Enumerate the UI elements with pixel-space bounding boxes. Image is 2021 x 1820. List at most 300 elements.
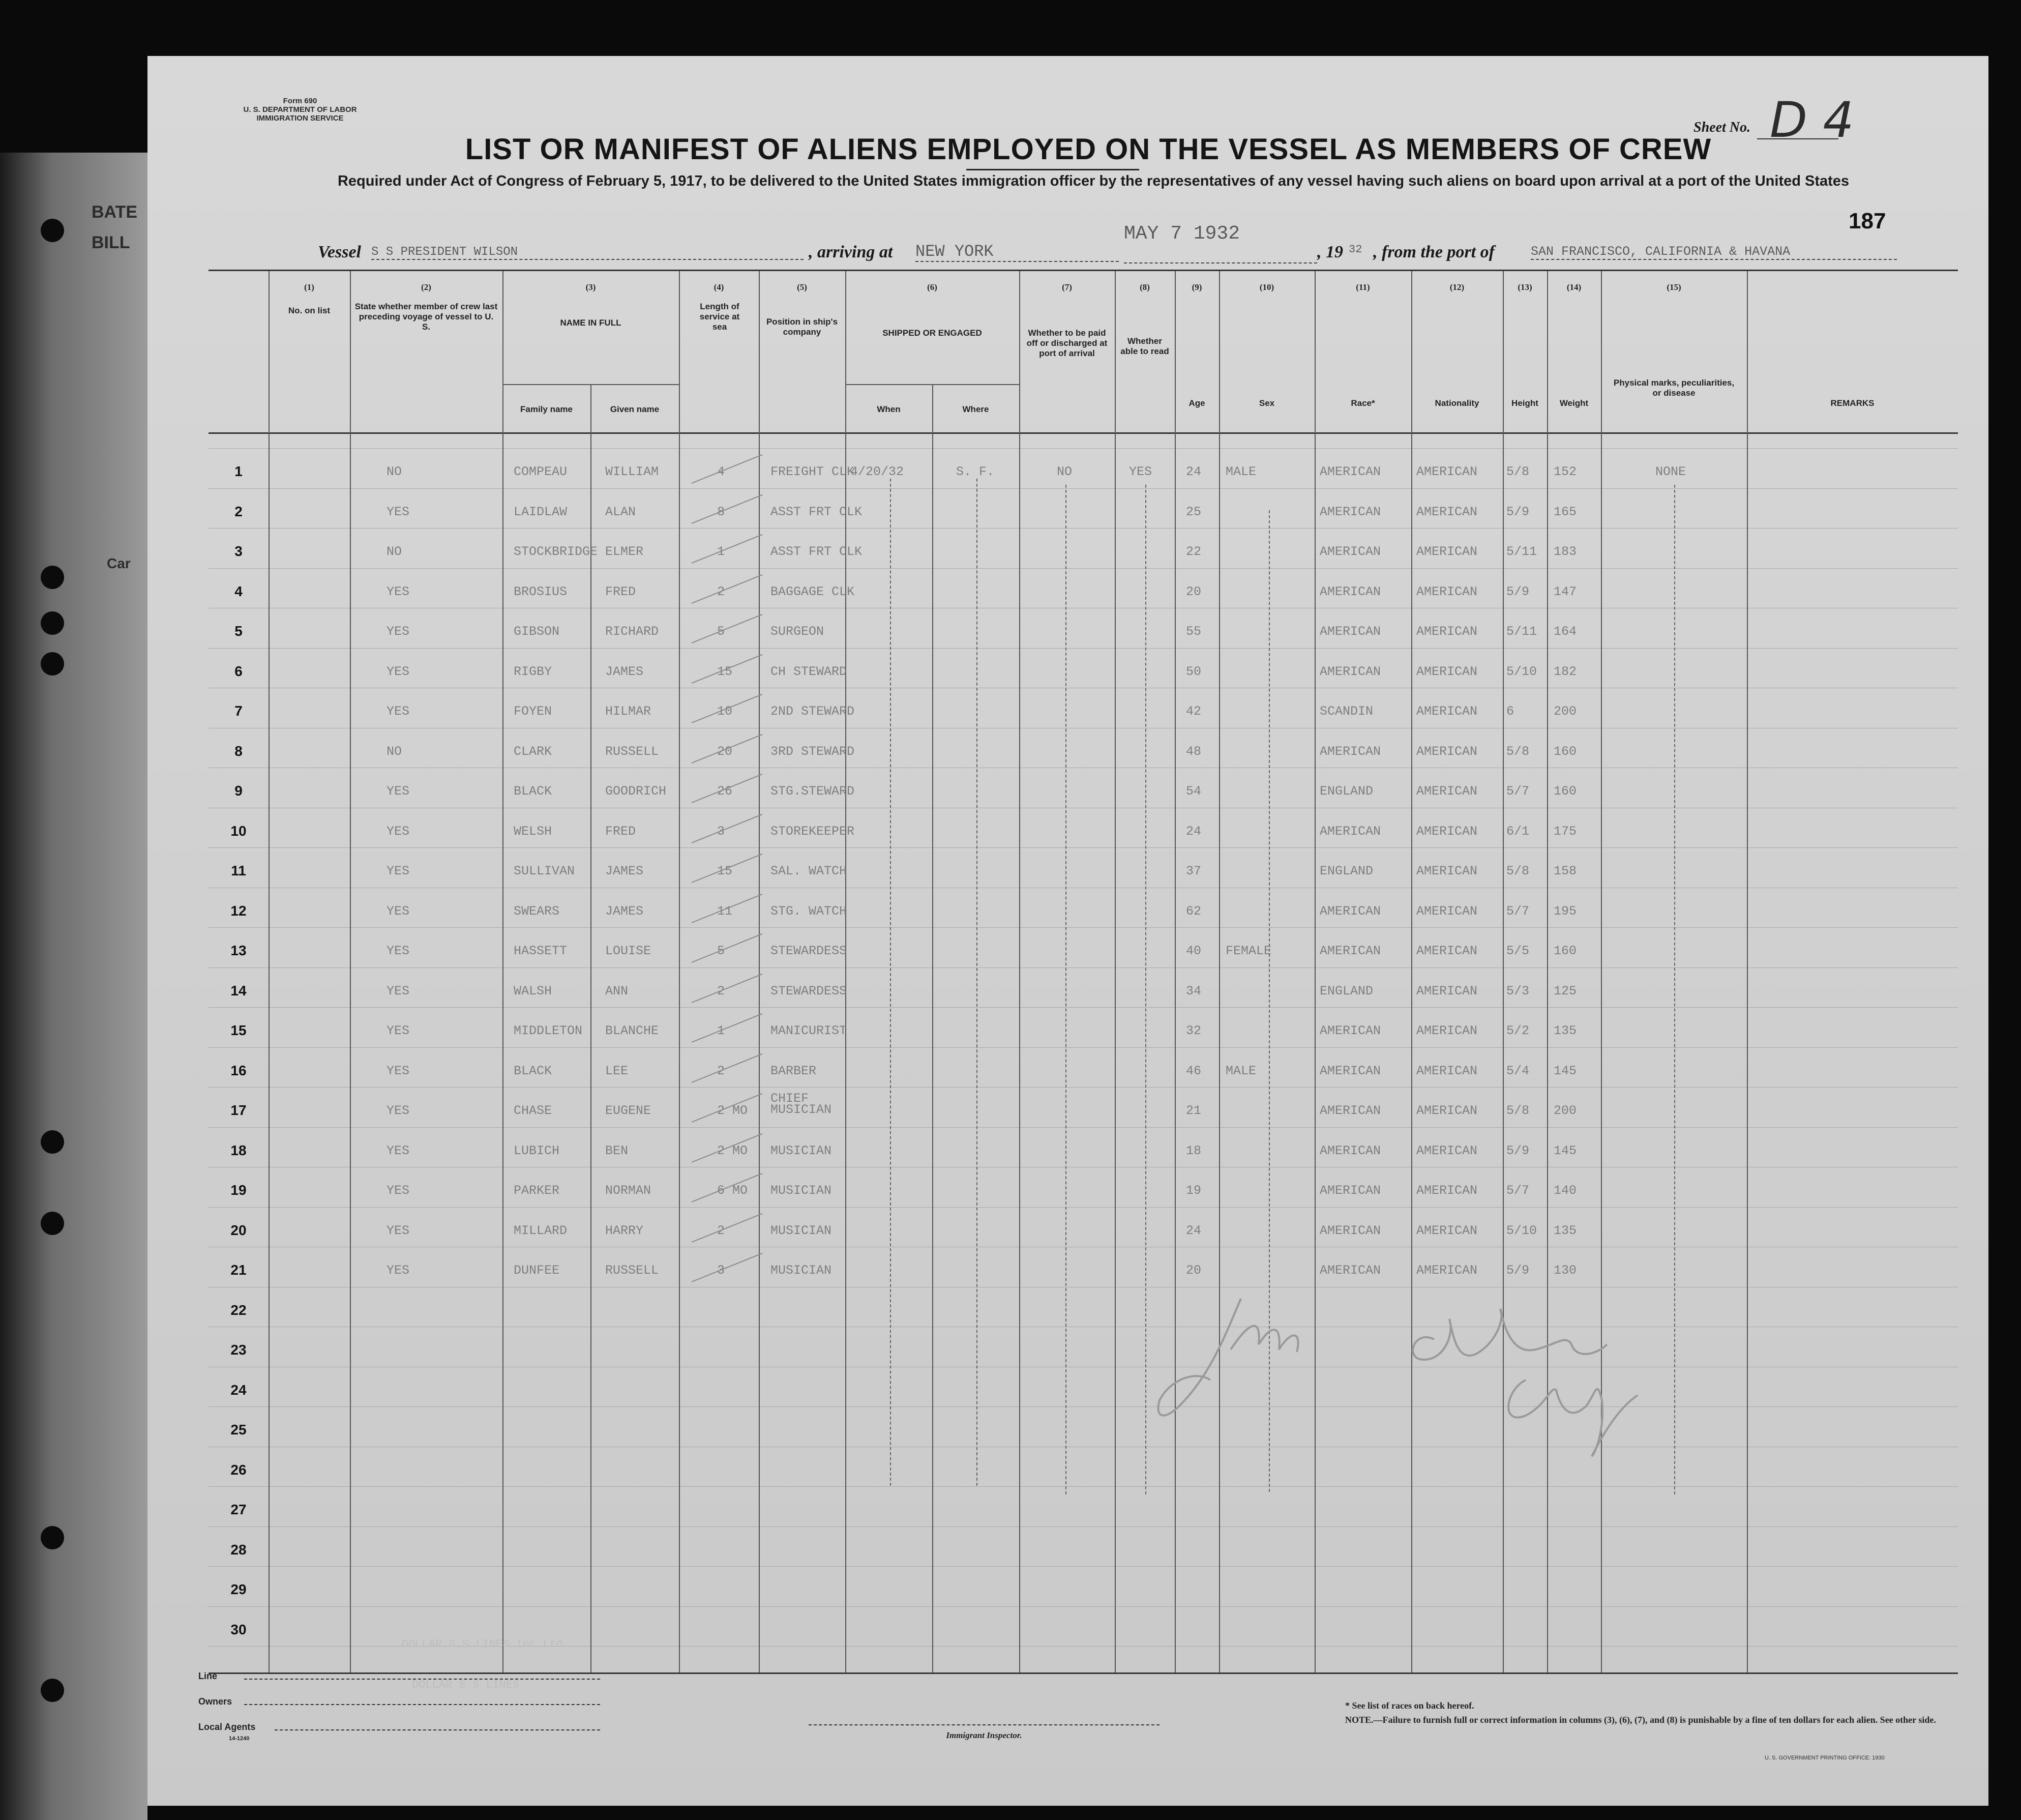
header-when: When: [877, 404, 901, 414]
position-cell: 2ND STEWARD: [770, 704, 855, 719]
column-divider: [1547, 271, 1548, 1672]
captain-signature: [1149, 1288, 1709, 1461]
service-length-cell: 10: [717, 704, 733, 719]
line-field: [244, 1679, 600, 1680]
height-cell: 5/4: [1506, 1063, 1530, 1078]
check-mark: [692, 774, 763, 803]
race-cell: ENGLAND: [1320, 784, 1374, 799]
height-cell: 5/8: [1506, 864, 1530, 878]
position-cell: STG.STEWARD: [770, 784, 855, 799]
weight-cell: 165: [1554, 504, 1577, 519]
family-name-cell: CHASE: [514, 1103, 552, 1118]
service-length-cell: 26: [717, 784, 733, 799]
position-cell: SURGEON: [770, 624, 824, 639]
column-divider: [679, 271, 680, 1672]
race-cell: AMERICAN: [1320, 744, 1381, 759]
row-number: 28: [230, 1541, 247, 1558]
punch-hole: [41, 1130, 64, 1154]
note-label: NOTE.: [1345, 1715, 1374, 1725]
row-number: 24: [230, 1382, 247, 1398]
height-cell: 5/8: [1506, 464, 1530, 479]
service-length-cell: 15: [717, 664, 733, 679]
column-number: (6): [927, 282, 937, 292]
year-value: 32: [1349, 243, 1362, 256]
state-cell: YES: [387, 824, 410, 839]
check-mark: [692, 494, 763, 523]
page-number: 187: [1849, 209, 1886, 233]
row-number: 29: [230, 1581, 247, 1597]
family-name-cell: DUNFEE: [514, 1263, 560, 1278]
header-bottom-rule: [209, 432, 1958, 434]
given-name-cell: WILLIAM: [605, 464, 659, 479]
column-number: (7): [1062, 282, 1072, 292]
column-divider: [269, 271, 270, 1672]
family-name-cell: PARKER: [514, 1183, 560, 1198]
age-cell: 46: [1186, 1063, 1202, 1078]
arriving-label: , arriving at: [809, 243, 893, 261]
row-number: 5: [234, 623, 243, 639]
check-mark: [692, 893, 763, 923]
nationality-cell: AMERICAN: [1416, 1023, 1478, 1038]
height-cell: 5/8: [1506, 1103, 1530, 1118]
physical-marks-cell: NONE: [1655, 464, 1686, 479]
header-shipped: SHIPPED OR ENGAGED: [882, 328, 982, 338]
family-name-cell: LAIDLAW: [514, 504, 568, 519]
state-cell: YES: [387, 664, 410, 679]
column-number: (4): [714, 282, 724, 292]
able-to-read-cell: YES: [1129, 464, 1152, 479]
sex-cell: MALE: [1226, 464, 1257, 479]
column-divider: [1019, 271, 1020, 1672]
height-cell: 5/9: [1506, 584, 1530, 599]
row-rule: [209, 1127, 1958, 1128]
column-divider: [759, 271, 760, 1672]
nationality-cell: AMERICAN: [1416, 1183, 1478, 1198]
race-cell: AMERICAN: [1320, 1263, 1381, 1278]
header-position: Position in ship's company: [766, 317, 838, 337]
position-cell: CHIEF MUSICIAN: [770, 1091, 832, 1117]
owners-company-stamp: DOLLAR S S LINES: [412, 1679, 520, 1691]
row-rule: [209, 1486, 1958, 1487]
punch-hole: [41, 566, 64, 589]
weight-cell: 130: [1554, 1263, 1577, 1278]
height-cell: 5/9: [1506, 1143, 1530, 1158]
service-length-cell: 11: [717, 903, 733, 919]
weight-cell: 160: [1554, 784, 1577, 799]
family-name-cell: RIGBY: [514, 664, 552, 679]
given-name-cell: BLANCHE: [605, 1023, 659, 1038]
position-cell: CH STEWARD: [770, 664, 847, 679]
check-mark: [692, 534, 763, 564]
form-number: Form 690: [283, 97, 317, 105]
penalty-note: [1345, 1714, 1945, 1726]
manifest-sheet: [147, 56, 1988, 1806]
nationality-cell: AMERICAN: [1416, 1103, 1478, 1118]
punch-hole: [41, 652, 64, 676]
race-cell: AMERICAN: [1320, 944, 1381, 958]
local-agents-field: [275, 1729, 600, 1730]
row-number: 14: [230, 982, 247, 999]
service-length-cell: 20: [717, 744, 733, 759]
family-name-cell: SWEARS: [514, 903, 560, 919]
check-mark: [692, 1053, 763, 1082]
header-physical: Physical marks, peculiarities, or disease: [1613, 378, 1735, 398]
arrival-date-stamp: MAY 7 1932: [1124, 223, 1240, 245]
header-name-in-full: NAME IN FULL: [560, 318, 621, 328]
given-name-cell: JAMES: [605, 864, 644, 878]
service-length-cell: 2: [717, 1063, 725, 1078]
service-length-cell: 2: [717, 1223, 725, 1238]
weight-cell: 182: [1554, 664, 1577, 679]
position-cell: MUSICIAN: [770, 1223, 832, 1238]
nationality-cell: AMERICAN: [1416, 903, 1478, 919]
weight-cell: 140: [1554, 1183, 1577, 1198]
header-length-service: Length of service at sea: [699, 302, 740, 332]
nationality-cell: AMERICAN: [1416, 983, 1478, 999]
service-length-cell: 5: [717, 624, 725, 639]
races-footnote: * See list of races on back hereof.: [1345, 1700, 1474, 1711]
check-mark: [692, 1173, 763, 1202]
departure-port: SAN FRANCISCO, CALIFORNIA & HAVANA: [1531, 244, 1897, 260]
check-mark: [692, 933, 763, 963]
sheet-no-label: Sheet No.: [1693, 120, 1750, 135]
age-cell: 62: [1186, 903, 1202, 919]
height-cell: 5/7: [1506, 784, 1530, 799]
sex-cell: MALE: [1226, 1063, 1257, 1078]
column-divider: [590, 384, 591, 1672]
state-cell: YES: [387, 944, 410, 958]
race-cell: AMERICAN: [1320, 824, 1381, 839]
state-cell: YES: [387, 1183, 410, 1198]
given-name-cell: ANN: [605, 983, 629, 999]
column-divider: [1175, 271, 1176, 1672]
nationality-cell: AMERICAN: [1416, 1143, 1478, 1158]
family-name-cell: MILLARD: [514, 1223, 568, 1238]
age-cell: 25: [1186, 504, 1202, 519]
row-number: 27: [230, 1502, 247, 1517]
state-cell: YES: [387, 1263, 410, 1278]
punch-hole: [41, 1526, 64, 1549]
given-name-cell: RUSSELL: [605, 1263, 659, 1278]
row-number: 6: [234, 663, 243, 679]
family-name-cell: FOYEN: [514, 704, 552, 719]
race-cell: AMERICAN: [1320, 544, 1381, 559]
margin-text: BILL: [92, 233, 130, 252]
check-mark: [692, 733, 763, 763]
check-mark: [692, 1093, 763, 1123]
owners-field: [244, 1704, 600, 1705]
given-name-cell: GOODRICH: [605, 784, 667, 799]
age-cell: 21: [1186, 1103, 1202, 1118]
age-cell: 20: [1186, 584, 1202, 599]
row-rule: [209, 1566, 1958, 1567]
check-mark: [692, 1253, 763, 1282]
date-underline: [1124, 250, 1317, 263]
header-nationality: Nationality: [1435, 398, 1479, 408]
age-cell: 18: [1186, 1143, 1202, 1158]
given-name-cell: ALAN: [605, 504, 636, 519]
ditto-mark-line: [976, 479, 977, 1486]
position-cell: STOREKEEPER: [770, 824, 855, 839]
check-mark: [692, 654, 763, 683]
given-name-cell: LOUISE: [605, 944, 651, 958]
height-cell: 5/11: [1506, 624, 1537, 639]
row-rule: [209, 488, 1958, 489]
race-cell: AMERICAN: [1320, 584, 1381, 599]
row-rule: [209, 448, 1958, 449]
punch-hole: [41, 1679, 64, 1702]
weight-cell: 175: [1554, 824, 1577, 839]
column-divider: [1315, 271, 1316, 1672]
weight-cell: 147: [1554, 584, 1577, 599]
state-cell: YES: [387, 704, 410, 719]
nationality-cell: AMERICAN: [1416, 784, 1478, 799]
form-identifier: [219, 97, 381, 123]
crew-manifest-table: [209, 270, 1958, 1674]
state-cell: YES: [387, 864, 410, 878]
column-number: (12): [1449, 282, 1465, 292]
row-number: 21: [230, 1262, 247, 1278]
age-cell: 24: [1186, 824, 1202, 839]
weight-cell: 135: [1554, 1223, 1577, 1238]
nationality-cell: AMERICAN: [1416, 1263, 1478, 1278]
given-name-cell: LEE: [605, 1063, 629, 1078]
shipped-when-cell: 4/20/32: [850, 464, 904, 479]
family-name-cell: GIBSON: [514, 624, 560, 639]
nationality-cell: AMERICAN: [1416, 944, 1478, 958]
weight-cell: 195: [1554, 903, 1577, 919]
nationality-cell: AMERICAN: [1416, 464, 1478, 479]
weight-cell: 125: [1554, 983, 1577, 999]
header-given-name: Given name: [610, 404, 660, 414]
age-cell: 55: [1186, 624, 1202, 639]
check-mark: [692, 614, 763, 643]
row-number: 8: [234, 743, 243, 759]
given-name-cell: RUSSELL: [605, 744, 659, 759]
race-cell: ENGLAND: [1320, 983, 1374, 999]
row-number: 10: [230, 823, 247, 839]
position-cell: ASST FRT CLK: [770, 544, 863, 559]
from-port-label: , from the port of: [1373, 243, 1495, 261]
header-no-on-list: No. on list: [288, 306, 331, 315]
header-sex: Sex: [1259, 398, 1275, 408]
row-number: 16: [230, 1062, 247, 1078]
age-cell: 42: [1186, 704, 1202, 719]
column-number: (13): [1518, 282, 1532, 292]
column-divider: [1411, 271, 1412, 1672]
height-cell: 5/9: [1506, 504, 1530, 519]
row-number: 4: [234, 583, 243, 599]
service-length-cell: 2 MO: [717, 1103, 748, 1118]
service-length-cell: 2: [717, 983, 725, 999]
column-number: (15): [1667, 282, 1681, 292]
weight-cell: 200: [1554, 704, 1577, 719]
row-rule: [209, 1007, 1958, 1008]
family-name-cell: CLARK: [514, 744, 552, 759]
column-divider: [1747, 271, 1748, 1672]
given-name-cell: FRED: [605, 824, 636, 839]
state-cell: NO: [387, 744, 402, 759]
row-number: 17: [230, 1102, 247, 1118]
state-cell: YES: [387, 584, 410, 599]
service-length-cell: 1: [717, 1023, 725, 1038]
service-length-cell: 1: [717, 544, 725, 559]
age-cell: 24: [1186, 464, 1202, 479]
column-number: (11): [1356, 282, 1370, 292]
weight-cell: 152: [1554, 464, 1577, 479]
line-company-stamp: DOLLAR S S LINES Inc Ltd: [402, 1638, 563, 1651]
height-cell: 5/10: [1506, 1223, 1537, 1238]
column-number: (1): [304, 282, 314, 292]
row-number: 12: [230, 902, 247, 919]
column-number: (8): [1140, 282, 1150, 292]
age-cell: 34: [1186, 983, 1202, 999]
check-mark: [692, 1213, 763, 1242]
row-number: 3: [234, 543, 243, 559]
check-mark: [692, 813, 763, 843]
position-cell: SAL. WATCH: [770, 864, 847, 878]
position-cell: 3RD STEWARD: [770, 744, 855, 759]
check-mark: [692, 454, 763, 484]
state-cell: NO: [387, 544, 402, 559]
line-label: Line: [198, 1671, 218, 1681]
column-number: (14): [1566, 282, 1582, 292]
race-cell: AMERICAN: [1320, 1103, 1381, 1118]
age-cell: 48: [1186, 744, 1202, 759]
row-number: 7: [234, 703, 243, 719]
check-mark: [692, 1013, 763, 1043]
given-name-cell: RICHARD: [605, 624, 659, 639]
column-divider: [1601, 271, 1602, 1672]
age-cell: 22: [1186, 544, 1202, 559]
form-subtitle: Required under Act of Congress of February 5, 1917, to be delivered to the United States immigration officer by the representatives of any vessel having such aliens on board upon arrival at a port of the United States: [337, 173, 1850, 189]
column-divider: [1219, 271, 1220, 1672]
position-cell: STEWARDESS: [770, 944, 847, 958]
shipped-where-cell: S. F.: [956, 464, 995, 479]
row-rule: [209, 847, 1958, 848]
weight-cell: 164: [1554, 624, 1577, 639]
state-cell: YES: [387, 784, 410, 799]
printer-imprint: U. S. GOVERNMENT PRINTING OFFICE: 1930: [1765, 1755, 1885, 1761]
nationality-cell: AMERICAN: [1416, 664, 1478, 679]
service-length-cell: 2 MO: [717, 1143, 748, 1158]
service-length-cell: 3: [717, 1263, 725, 1278]
ditto-mark-line: [890, 479, 891, 1486]
race-cell: AMERICAN: [1320, 664, 1381, 679]
position-cell: BAGGAGE CLK: [770, 584, 855, 599]
service-length-cell: 5: [717, 944, 725, 958]
immigrant-inspector-label: Immigrant Inspector.: [946, 1730, 1022, 1740]
column-divider: [845, 271, 846, 1672]
row-number: 11: [231, 863, 246, 878]
position-cell: STG. WATCH: [770, 903, 847, 919]
nationality-cell: AMERICAN: [1416, 544, 1478, 559]
nationality-cell: AMERICAN: [1416, 504, 1478, 519]
given-name-cell: JAMES: [605, 903, 644, 919]
race-cell: AMERICAN: [1320, 1143, 1381, 1158]
vessel-label: Vessel: [318, 243, 361, 261]
margin-text: BATE: [92, 202, 138, 222]
row-number: 25: [230, 1422, 247, 1437]
height-cell: 5/10: [1506, 664, 1537, 679]
owners-label: Owners: [198, 1696, 232, 1707]
header-paid-off: Whether to be paid off or discharged at port of arrival: [1026, 328, 1108, 358]
family-name-cell: HASSETT: [514, 944, 568, 958]
punch-hole: [41, 1212, 64, 1235]
age-cell: 19: [1186, 1183, 1202, 1198]
race-cell: AMERICAN: [1320, 1223, 1381, 1238]
weight-cell: 145: [1554, 1143, 1577, 1158]
header-remarks: REMARKS: [1830, 398, 1875, 408]
service-length-cell: 15: [717, 864, 733, 878]
check-mark: [692, 694, 763, 723]
weight-cell: 200: [1554, 1103, 1577, 1118]
age-cell: 40: [1186, 944, 1202, 958]
state-cell: YES: [387, 1223, 410, 1238]
row-rule: [209, 1207, 1958, 1208]
sheet-no-underline: [1757, 138, 1838, 139]
punch-hole: [41, 611, 64, 635]
row-number: 20: [230, 1222, 247, 1238]
ditto-mark-line: [1145, 485, 1146, 1494]
row-rule: [209, 1606, 1958, 1607]
punch-hole: [41, 219, 64, 242]
age-cell: 32: [1186, 1023, 1202, 1038]
position-cell: MUSICIAN: [770, 1183, 832, 1198]
race-cell: AMERICAN: [1320, 1063, 1381, 1078]
family-name-cell: WALSH: [514, 983, 552, 999]
age-cell: 54: [1186, 784, 1202, 799]
given-name-cell: JAMES: [605, 664, 644, 679]
state-cell: YES: [387, 1143, 410, 1158]
family-name-cell: MIDDLETON: [514, 1023, 583, 1038]
race-cell: AMERICAN: [1320, 464, 1381, 479]
height-cell: 5/2: [1506, 1023, 1530, 1038]
race-cell: ENGLAND: [1320, 864, 1374, 878]
column-divider: [1115, 271, 1116, 1672]
row-number: 13: [230, 943, 247, 958]
race-cell: AMERICAN: [1320, 903, 1381, 919]
family-name-cell: BROSIUS: [514, 584, 568, 599]
race-cell: AMERICAN: [1320, 624, 1381, 639]
state-cell: YES: [387, 983, 410, 999]
agents-code: 14-1240: [229, 1736, 250, 1742]
nationality-cell: AMERICAN: [1416, 704, 1478, 719]
vessel-name: S S PRESIDENT WILSON: [371, 245, 804, 260]
column-divider: [932, 384, 933, 1672]
position-cell: STEWARDESS: [770, 983, 847, 999]
family-name-cell: SULLIVAN: [514, 864, 575, 878]
height-cell: 5/7: [1506, 1183, 1530, 1198]
age-cell: 37: [1186, 864, 1202, 878]
column-number: (2): [421, 282, 431, 292]
column-number: (3): [585, 282, 596, 292]
race-cell: AMERICAN: [1320, 1183, 1381, 1198]
row-rule: [209, 967, 1958, 968]
column-number: (5): [797, 282, 807, 292]
header-race: Race*: [1351, 398, 1375, 408]
family-name-cell: LUBICH: [514, 1143, 560, 1158]
service-length-cell: 8: [717, 504, 725, 519]
service-length-cell: 4: [717, 464, 725, 479]
column-divider: [1503, 271, 1504, 1672]
state-cell: YES: [387, 1103, 410, 1118]
family-name-cell: BLACK: [514, 1063, 552, 1078]
column-number: (10): [1259, 282, 1274, 292]
nationality-cell: AMERICAN: [1416, 624, 1478, 639]
header-able-read: Whether able to read: [1120, 336, 1169, 356]
row-rule: [209, 528, 1958, 529]
